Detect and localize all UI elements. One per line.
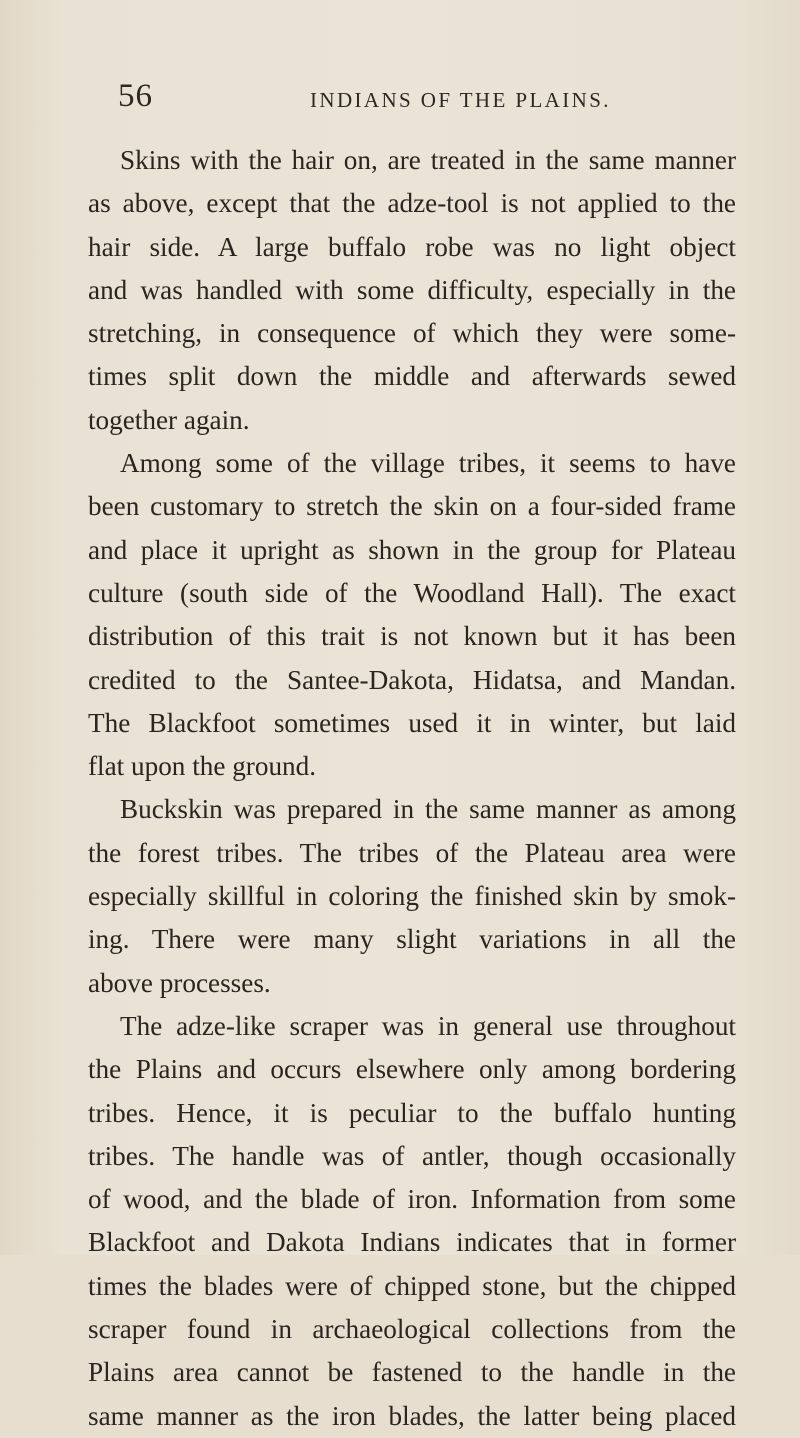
- text-line: credited to the Santee-Dakota, Hidatsa, and Mandan.: [88, 664, 736, 695]
- text-line: Among some of the village tribes, it seems to have: [120, 448, 736, 479]
- text-line: hair side. A large buffalo robe was no light object: [88, 231, 736, 262]
- text-line: the forest tribes. The tribes of the Plateau area were: [88, 837, 736, 868]
- text-line: times split down the middle and afterwards sewed: [88, 361, 736, 392]
- text-line: stretching, in consequence of which they were some-: [88, 318, 736, 349]
- text-line: Plains area cannot be fastened to the handle in the: [88, 1357, 736, 1388]
- text-line: of wood, and the blade of iron. Information from some: [88, 1184, 736, 1215]
- text-line: scraper found in archaeological collections from the: [88, 1314, 736, 1345]
- running-title: INDIANS OF THE PLAINS.: [310, 88, 611, 112]
- page-header: [118, 78, 736, 118]
- text-line: Skins with the hair on, are treated in the same manner: [120, 145, 736, 175]
- text-line: ing. There were many slight variations in all the: [88, 924, 736, 955]
- text-line: The adze-like scraper was in general use throughout: [120, 1010, 736, 1041]
- text-line: same manner as the iron blades, the latter being placed: [88, 1400, 736, 1431]
- text-line: and was handled with some difficulty, especially in the: [88, 274, 736, 305]
- text-line: Blackfoot and Dakota Indians indicates that in former: [88, 1227, 736, 1258]
- text-line: as above, except that the adze-tool is not applied to the: [88, 188, 736, 219]
- text-line: together again.: [88, 404, 250, 435]
- text-line: culture (south side of the Woodland Hall). The exact: [88, 577, 736, 608]
- text-line: distribution of this trait is not known but it has been: [88, 621, 736, 652]
- text-line: and place it upright as shown in the group for Plateau: [88, 534, 736, 565]
- text-line: especially skillful in coloring the finished skin by smok-: [88, 881, 736, 912]
- text-line: tribes. The handle was of antler, though occasionally: [88, 1140, 736, 1171]
- text-line: times the blades were of chipped stone, but the chipped: [88, 1270, 736, 1301]
- text-line: The Blackfoot sometimes used it in winter, but laid: [88, 707, 736, 738]
- text-line: above processes.: [88, 967, 271, 998]
- page-number: 56: [118, 78, 153, 114]
- text-line: flat upon the ground.: [88, 751, 317, 782]
- body-text: [88, 139, 736, 1438]
- text-line: been customary to stretch the skin on a four-sided frame: [88, 491, 736, 522]
- text-line: the Plains and occurs elsewhere only among bordering: [88, 1054, 736, 1085]
- text-line: tribes. Hence, it is peculiar to the buffalo hunting: [88, 1097, 736, 1128]
- text-line: Buckskin was prepared in the same manner as among: [120, 794, 736, 825]
